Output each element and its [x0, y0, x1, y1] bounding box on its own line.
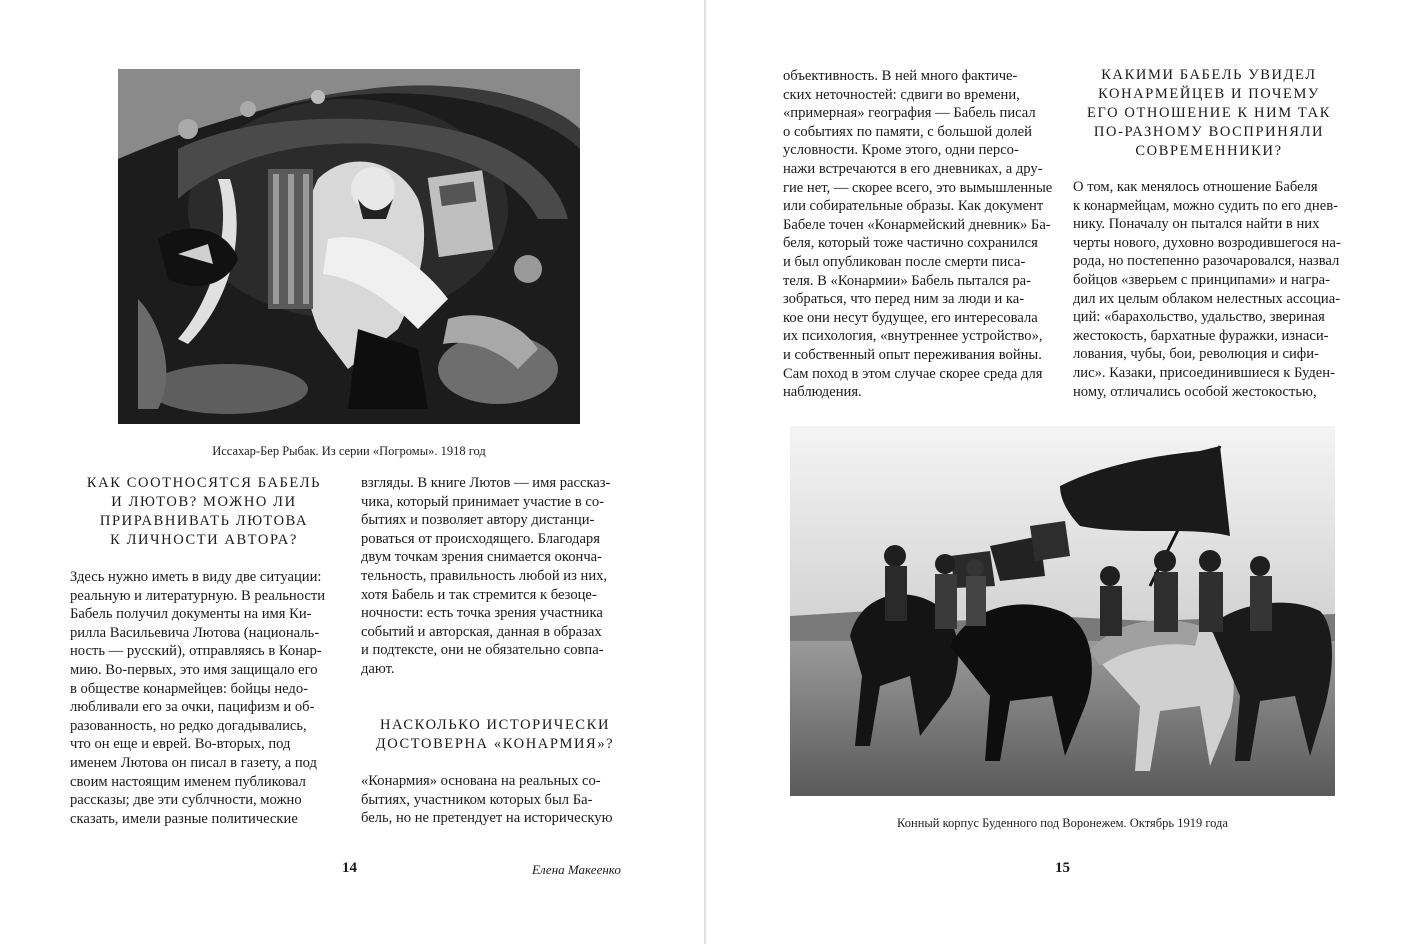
painting-illustration — [118, 69, 580, 424]
cavalry-photo-image — [790, 426, 1335, 796]
heading-line: И ЛЮТОВ? МОЖНО ЛИ — [111, 494, 297, 510]
text-line: «Конармия» основана на реальных со- — [361, 773, 601, 789]
heading-line: ДОСТОВЕРНА «КОНАРМИЯ»? — [375, 736, 615, 752]
text-line: к конармейцам, можно судить по его днев- — [1073, 197, 1338, 214]
page-number: 15 — [1055, 860, 1070, 876]
left-column-text — [70, 568, 338, 828]
text-line: нажи встречаются в его дневниках, а дру- — [783, 160, 1043, 177]
text-line: Бабель получил документы на имя Ки- — [70, 606, 312, 623]
text-line: ских неточностей: сдвиги во времени, — [783, 86, 1020, 103]
right-column-text — [361, 474, 629, 679]
text-line: реальную и литературную. В реальности — [70, 587, 326, 604]
text-line: ций: «барахольство, удальство, звериная — [1073, 309, 1325, 326]
text-line: роваться от происходящего. Благодаря — [361, 530, 600, 547]
text-line: мию. Во-первых, это имя защищало его — [70, 661, 318, 678]
text-line: или собирательные образы. Как документ — [783, 198, 1044, 215]
text-line: условности. Кроме этого, одни персо- — [783, 142, 1019, 159]
text-line: теля. В «Конармии» Бабель пытался ра- — [783, 272, 1031, 289]
heading-line: КОНАРМЕЙЦЕВ И ПОЧЕМУ — [1098, 86, 1320, 102]
text-line: Здесь нужно иметь в виду две ситуации: — [70, 569, 322, 585]
heading-line: ПО-РАЗНОМУ ВОСПРИНЯЛИ — [1093, 124, 1325, 140]
text-line: жестокость, бархатные фуражки, изнаси- — [1073, 327, 1329, 344]
text-line: чика, который принимает участие в со- — [361, 493, 605, 510]
heading-line: КАКИМИ БАБЕЛЬ УВИДЕЛ — [1101, 67, 1317, 83]
text-line: дил их целым облаком нелестных ассоциа- — [1073, 290, 1341, 307]
text-line: сказать, имели разные политические — [70, 810, 298, 827]
text-line: о событиях по памяти, с большой долей — [783, 123, 1032, 140]
text-line: событий и авторская, данная в образах — [361, 623, 602, 640]
text-line: лис». Казаки, присоединившиеся к Буден- — [1073, 364, 1335, 381]
text-line: лования, чубы, бои, революция и сифи- — [1073, 346, 1319, 363]
text-line: наблюдения. — [783, 384, 862, 401]
text-line: гие нет, — скорее всего, это вымышленные — [783, 179, 1053, 196]
heading-historical-accuracy — [361, 716, 629, 754]
author-running-head: Елена Макеенко — [532, 862, 621, 877]
text-line: объективность. В ней много фактиче- — [783, 68, 1018, 84]
text-line: и подтексте, они не обязательно совпа- — [361, 642, 604, 659]
pogrom-painting-image — [118, 69, 580, 424]
heading-line: НАСКОЛЬКО ИСТОРИЧЕСКИ — [379, 717, 611, 733]
text-line: рилла Васильевича Лютова (националь- — [70, 624, 320, 641]
right-column-text — [1073, 178, 1345, 401]
text-line: и собственный опыт переживания войны. — [783, 346, 1042, 363]
text-line: хотя Бабель и так стремится к безоце- — [361, 586, 597, 603]
text-line: нику. Поначалу он пытался найти в них — [1073, 216, 1320, 233]
painting-caption: Иссахар-Бер Рыбак. Из серии «Погромы». 1918 год — [212, 444, 486, 458]
text-line: зобраться, что перед ним за люди и ка- — [783, 291, 1025, 308]
heading-babel-cavalrymen — [1073, 66, 1345, 161]
text-line: что он еще и еврей. Во-вторых, под — [70, 736, 291, 753]
text-line: бытиях и позволяет автору дистанци- — [361, 512, 595, 529]
text-line: бытиях, участником которых был Ба- — [361, 791, 593, 808]
text-line: Сам поход в этом случае скорее среда для — [783, 365, 1043, 382]
text-line: «примерная» география — Бабель писал — [783, 105, 1036, 122]
text-line: беля, который тоже частично сохранился — [783, 235, 1038, 252]
right-page — [707, 0, 1410, 944]
text-line: дают. — [361, 660, 395, 677]
text-line: бель, но не претендует на историческую — [361, 810, 613, 827]
page-number: 14 — [342, 860, 357, 876]
text-line: черты нового, духовно возродившегося на- — [1073, 234, 1341, 251]
text-line: рода, но постепенно разочаровался, назвал — [1073, 253, 1340, 270]
text-line: двум точкам зрения снимается оконча- — [361, 549, 603, 566]
heading-line: ЕГО ОТНОШЕНИЕ К НИМ ТАК — [1087, 105, 1331, 121]
text-line: ность — русский), отправляясь в Конар- — [70, 643, 322, 660]
text-line: своим настоящим именем публиковал — [70, 773, 306, 790]
text-line: тельность, правильность любой из них, — [361, 567, 608, 584]
text-line: бойцов «зверьем с принципами» и награ- — [1073, 271, 1330, 288]
left-column-text — [783, 67, 1053, 402]
text-line: кое они несут будущее, его интересовала — [783, 309, 1038, 326]
text-line: их психология, «внутреннее устройство», — [783, 328, 1043, 345]
text-line: именем Лютова он писал в газету, а под — [70, 754, 317, 771]
text-line: разованность, но редко догадывались, — [70, 717, 307, 734]
heading-line: К ЛИЧНОСТИ АВТОРА? — [110, 532, 298, 548]
text-line: рассказы; две эти сублчности, можно — [70, 792, 302, 809]
heading-babel-lyutov — [70, 474, 338, 550]
cavalry-photo-illustration — [790, 426, 1335, 796]
text-line: любливали его за очки, пацифизм и об- — [70, 699, 315, 716]
heading-line: ПРИРАВНИВАТЬ ЛЮТОВА — [99, 513, 309, 529]
text-line: в обществе конармейцев: бойцы недо- — [70, 680, 309, 697]
heading-line: СОВРЕМЕННИКИ? — [1135, 143, 1283, 159]
photo-caption: Конный корпус Буденного под Воронежем. Октябрь 1919 года — [897, 816, 1228, 830]
text-line: взгляды. В книге Лютов — имя рассказ- — [361, 475, 611, 491]
text-line: ному, отличались особой жестокостью, — [1073, 383, 1317, 400]
right-column-text-continued — [361, 772, 629, 828]
text-line: ночности: есть точка зрения участника — [361, 605, 603, 622]
heading-line: КАК СООТНОСЯТСЯ БАБЕЛЬ — [86, 475, 322, 491]
text-line: Бабеле точен «Конармейский дневник» Ба- — [783, 216, 1051, 233]
text-line: и был опубликован после смерти писа- — [783, 253, 1026, 270]
text-line: О том, как менялось отношение Бабеля — [1073, 179, 1318, 195]
